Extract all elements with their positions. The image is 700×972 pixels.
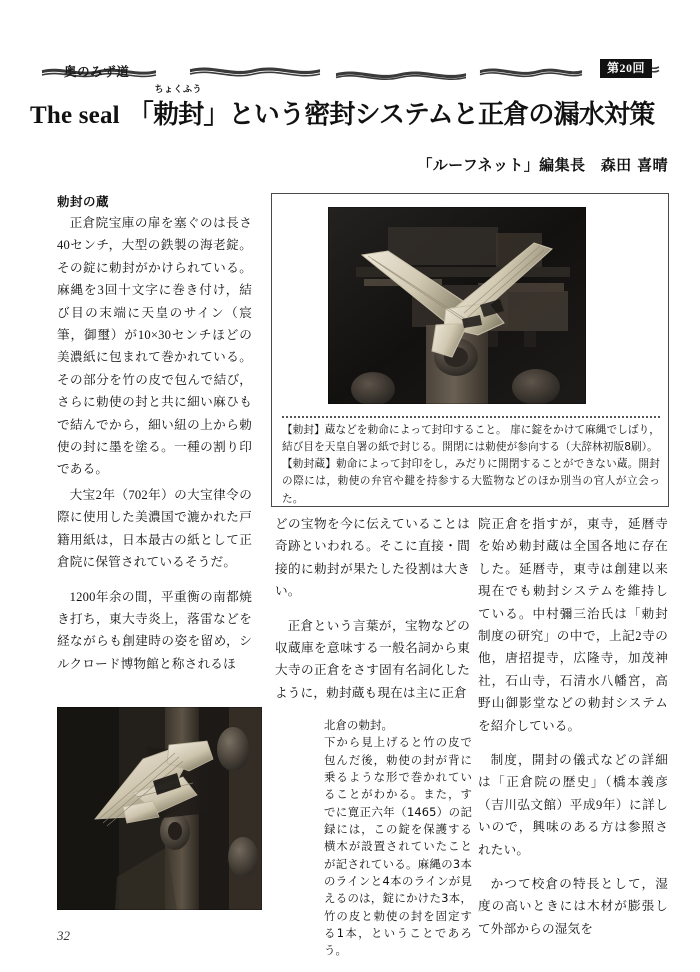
paragraph: 1200年余の間，平重衡の南都焼き打ち，東大寺炎上，落雷などを経ながらも創建時の姿を留め，シルクロード博物館と称されるほ [57,589,252,671]
figure-top-box [271,193,669,507]
figure-top-caption [282,422,660,508]
title-rest: という密封システムと正倉の漏水対策 [228,100,655,130]
byline: 「ルーフネット」編集長 森田 喜晴 [417,156,668,174]
series-title: 奥のみず道 [64,65,130,79]
caption-divider [282,416,660,418]
body-column-middle [275,513,470,704]
paragraph: どの宝物を今に伝えていることは奇跡といわれる。そこに直接・間接的に勅封が果たした役割は大きい。 [275,517,470,599]
page-number: 32 [57,928,70,943]
caption-title: 北倉の勅封。 [324,718,393,732]
caption-line: 【勅封蔵】勅命によって封印をし，みだりに開閉することができない蔵。開封の際には，勅使の弁官や鍵を持参する大監物などのほか別当の官人が立会った。 [282,458,660,505]
prayer-seal-photo [328,207,586,404]
paragraph: 正倉という言葉が，宝物などの収蔵庫を意味する一般名詞から東大寺の正倉をさす固有名詞化したように，勅封蔵も現在は主に正倉 [275,618,470,700]
issue-number-badge: 第20回 [600,59,652,78]
north-warehouse-seal-photo [57,707,262,910]
body-column-left-bottom [57,484,252,675]
body-column-right [478,513,668,940]
page-title [30,85,675,131]
caption-line: 【勅封】蔵などを勅命によって封印すること。 扉に錠をかけて麻縄でしばり，結び目を天皇自署の紙で封じる。開閉には勅使が参向する（大辞林初版8刷）。 [282,424,660,454]
title-ruby-group [127,85,229,131]
paragraph: 大宝2年（702年）の大宝律令の際に使用した美濃国で漉かれた戸籍用紙は，日本最古の紙として正倉院に保管されているそうだ。 [57,488,252,570]
paragraph: 院正倉を指すが，東寺，延暦寺を始め勅封蔵は全国各地に存在した。延暦寺，東寺は創建以来現在でも勅封システムを維持している。中村彌三治氏は「勅封制度の研究」の中で，上記2寺の他，唐招提寺，広隆寺，加茂神社，石山寺，石清水八幡宮，高野山御影堂などの勅封システムを紹介している。 [478,517,668,733]
title-japanese [127,85,655,131]
section-heading: 勅封の蔵 [57,194,110,209]
paragraph: 制度，開封の儀式などの詳細は「正倉院の歴史」（橋本義彦（吉川弘文館）平成9年）に詳しいので，興味のある方は参照されたい。 [478,753,668,857]
body-column-left-top [57,212,252,481]
title-ruby: ちょくふう [154,85,202,95]
caption-body: 下から見上げると竹の皮で包んだ後，勅使の封が背に乗るような形で巻かれていることがわかる。また，すでに寛正六年（1465）の記録には，この錠を保護する横木が設置されていたことが記されている。麻縄の3本のラインと4本のラインが見えるのは，錠にかけた3本，竹の皮と勅使の封を固定する1本，ということであろう。 [324,735,472,958]
paragraph: かつて校倉の特長として，湿度の高いときには木材が膨張して外部からの湿気を [478,877,668,936]
title-english: The seal [30,102,120,129]
title-ruby-base: 「勅封」 [127,100,229,130]
figure-bottom-caption [324,717,472,960]
paragraph: 正倉院宝庫の扉を塞ぐのは長さ40センチ，大型の鉄製の海老錠。その錠に勅封がかけられている。麻縄を3回十文字に巻き付け，結び目の末端に天皇のサイン（宸筆，御璽）が10×30センチほどの美濃紙に包まれて巻かれている。その部分を竹の皮で包んで結び，さらに勅使の封と共に細い麻ひもで結んでから，細い紐の上から勅使の封に墨を塗る。一種の割り印である。 [57,216,252,477]
